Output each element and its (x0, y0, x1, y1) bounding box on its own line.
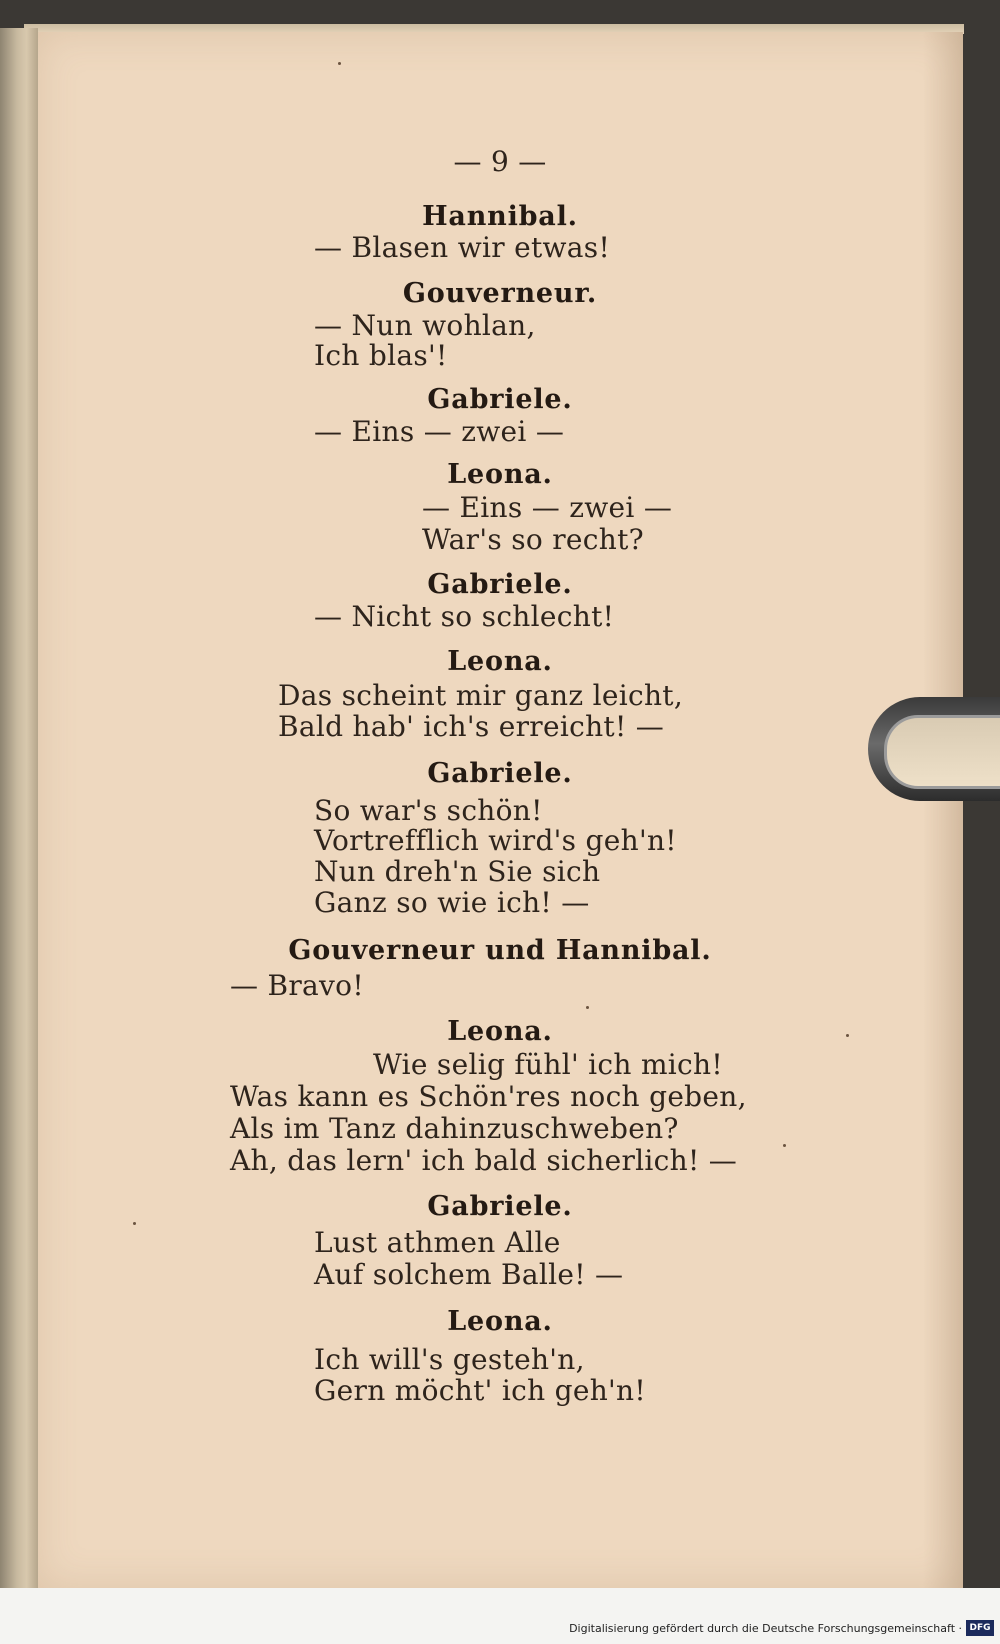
verse-line: Was kann es Schön'res noch geben, (230, 1080, 747, 1113)
speaker-leona: Leona. (447, 1306, 553, 1337)
page-shadow (923, 32, 963, 1588)
page-number: — 9 — (453, 145, 547, 178)
verse-line: Lust athmen Alle (314, 1226, 561, 1259)
paper-clip-loop (884, 715, 1000, 789)
verse-line: — Nicht so schlecht! (314, 600, 615, 633)
book-page (38, 32, 963, 1588)
verse-line: Auf solchem Balle! — (314, 1258, 624, 1291)
verse-line: Bald hab' ich's erreicht! — (278, 710, 665, 743)
verse-line: Als im Tanz dahinzuschweben? (230, 1112, 679, 1145)
speaker-gouverneur: Gouverneur. (402, 278, 598, 309)
verse-line: Das scheint mir ganz leicht, (278, 679, 684, 712)
verse-line: Ich blas'! (314, 339, 448, 372)
paper-speck (783, 1144, 786, 1147)
verse-line: Ganz so wie ich! — (314, 886, 590, 919)
verse-line: Vortrefflich wird's geh'n! (314, 824, 677, 857)
book-spine (0, 28, 38, 1588)
speaker-gabriele: Gabriele. (427, 758, 573, 789)
paper-speck (586, 1006, 589, 1009)
speaker-gabriele: Gabriele. (427, 1191, 573, 1222)
digitization-credit: Digitalisierung gefördert durch die Deutsche Forschungsgemeinschaft · (569, 1622, 962, 1635)
verse-line: So war's schön! (314, 794, 543, 827)
speaker-gabriele: Gabriele. (427, 569, 573, 600)
dfg-logo: DFG (966, 1620, 994, 1636)
verse-line: Nun dreh'n Sie sich (314, 855, 601, 888)
verse-line: — Eins — zwei — (422, 491, 673, 524)
verse-line: — Blasen wir etwas! (314, 231, 611, 264)
paper-speck (846, 1034, 849, 1037)
speaker-leona: Leona. (447, 459, 553, 490)
speaker-gouverneur-und-hannibal: Gouverneur und Hannibal. (288, 935, 712, 966)
speaker-gabriele: Gabriele. (427, 384, 573, 415)
verse-line: Ah, das lern' ich bald sicherlich! — (230, 1144, 738, 1177)
verse-line: — Nun wohlan, (314, 309, 536, 342)
speaker-leona: Leona. (447, 1016, 553, 1047)
verse-line: — Bravo! (230, 969, 364, 1002)
verse-line: Ich will's gesteh'n, (314, 1343, 585, 1376)
paper-speck (338, 62, 341, 65)
verse-line: Gern möcht' ich geh'n! (314, 1374, 646, 1407)
speaker-leona: Leona. (447, 646, 553, 677)
paper-clip (868, 697, 1000, 801)
speaker-hannibal: Hannibal. (422, 201, 578, 232)
verse-line: — Eins — zwei — (314, 415, 565, 448)
verse-line: War's so recht? (422, 523, 644, 556)
verse-line: Wie selig fühl' ich mich! (373, 1048, 723, 1081)
paper-speck (133, 1222, 136, 1225)
